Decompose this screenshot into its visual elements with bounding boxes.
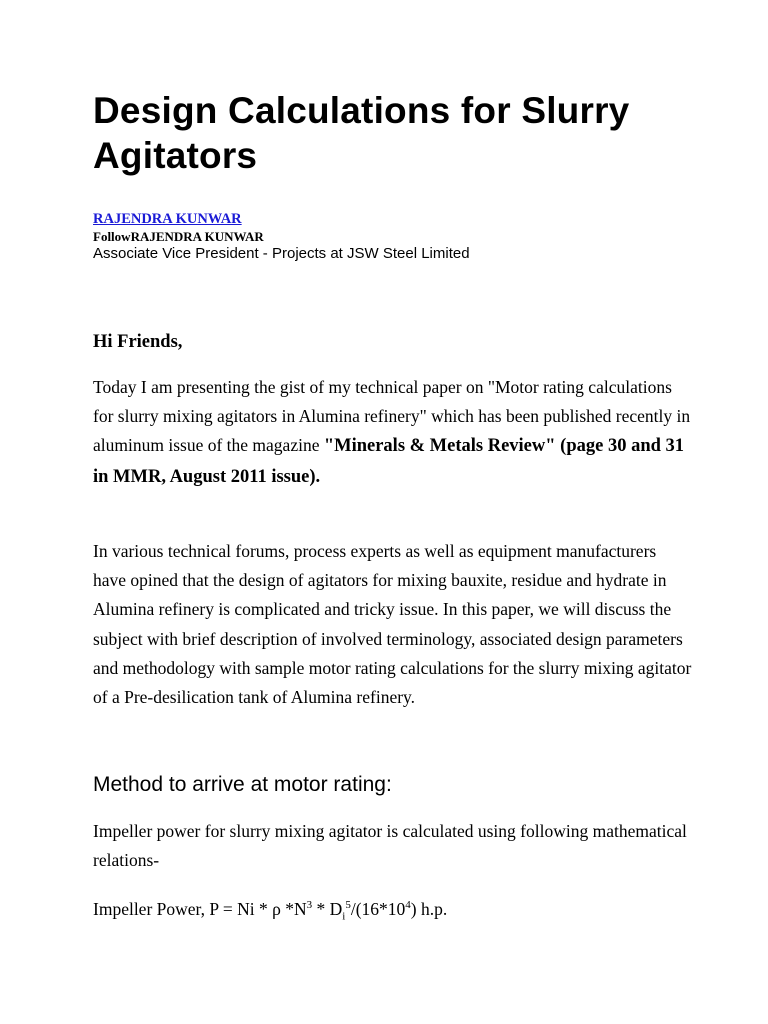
section-heading: Method to arrive at motor rating:	[93, 773, 392, 796]
author-job-title: Associate Vice President - Projects at JSW Steel Limited	[93, 245, 470, 262]
formula-subscript-i: i	[342, 910, 346, 923]
formula-part-2: * D	[312, 899, 343, 919]
method-paragraph: Impeller power for slurry mixing agitator is calculated using following mathematical relations-	[93, 821, 687, 871]
formula-exponent-10: 4	[405, 899, 411, 912]
intro-text: Today I am presenting the gist of my technical paper on "Motor rating calculations for slurry mixing agitators in Alumina refinery" which has been published recently in aluminum issue of the magazine	[93, 377, 691, 456]
formula-exponent-d: 5	[345, 899, 351, 912]
formula-part-1: Impeller Power, P = Ni * ρ *N	[93, 899, 307, 919]
intro-paragraph	[93, 373, 693, 492]
impeller-power-formula	[93, 895, 447, 923]
article-title: Design Calculations for Slurry Agitators	[93, 90, 630, 176]
formula-exponent-n: 3	[306, 899, 313, 912]
follow-author-name[interactable]: RAJENDRA KUNWAR	[130, 229, 264, 244]
follow-author[interactable]	[93, 229, 264, 245]
follow-label[interactable]: Follow	[93, 229, 131, 244]
formula-part-4: ) h.p.	[410, 899, 448, 919]
formula-part-3: /(16*10	[350, 899, 406, 919]
context-paragraph: In various technical forums, process experts as well as equipment manufacturers have opined that the design of agitators for mixing bauxite, residue and hydrate in Alumina refinery is complicated and tricky issue. In this paper, we will discuss the subject with brief description of involved terminology, associated design parameters and methodology with sample motor rating calculations for the slurry mixing agitator of a Pre-desilication tank of Alumina refinery.	[93, 541, 692, 708]
author-name-link[interactable]: RAJENDRA KUNWAR	[93, 211, 242, 227]
magazine-reference: "Minerals & Metals Review" (page 30 and 31 in MMR, August 2011 issue).	[93, 436, 685, 487]
greeting: Hi Friends,	[93, 332, 183, 352]
